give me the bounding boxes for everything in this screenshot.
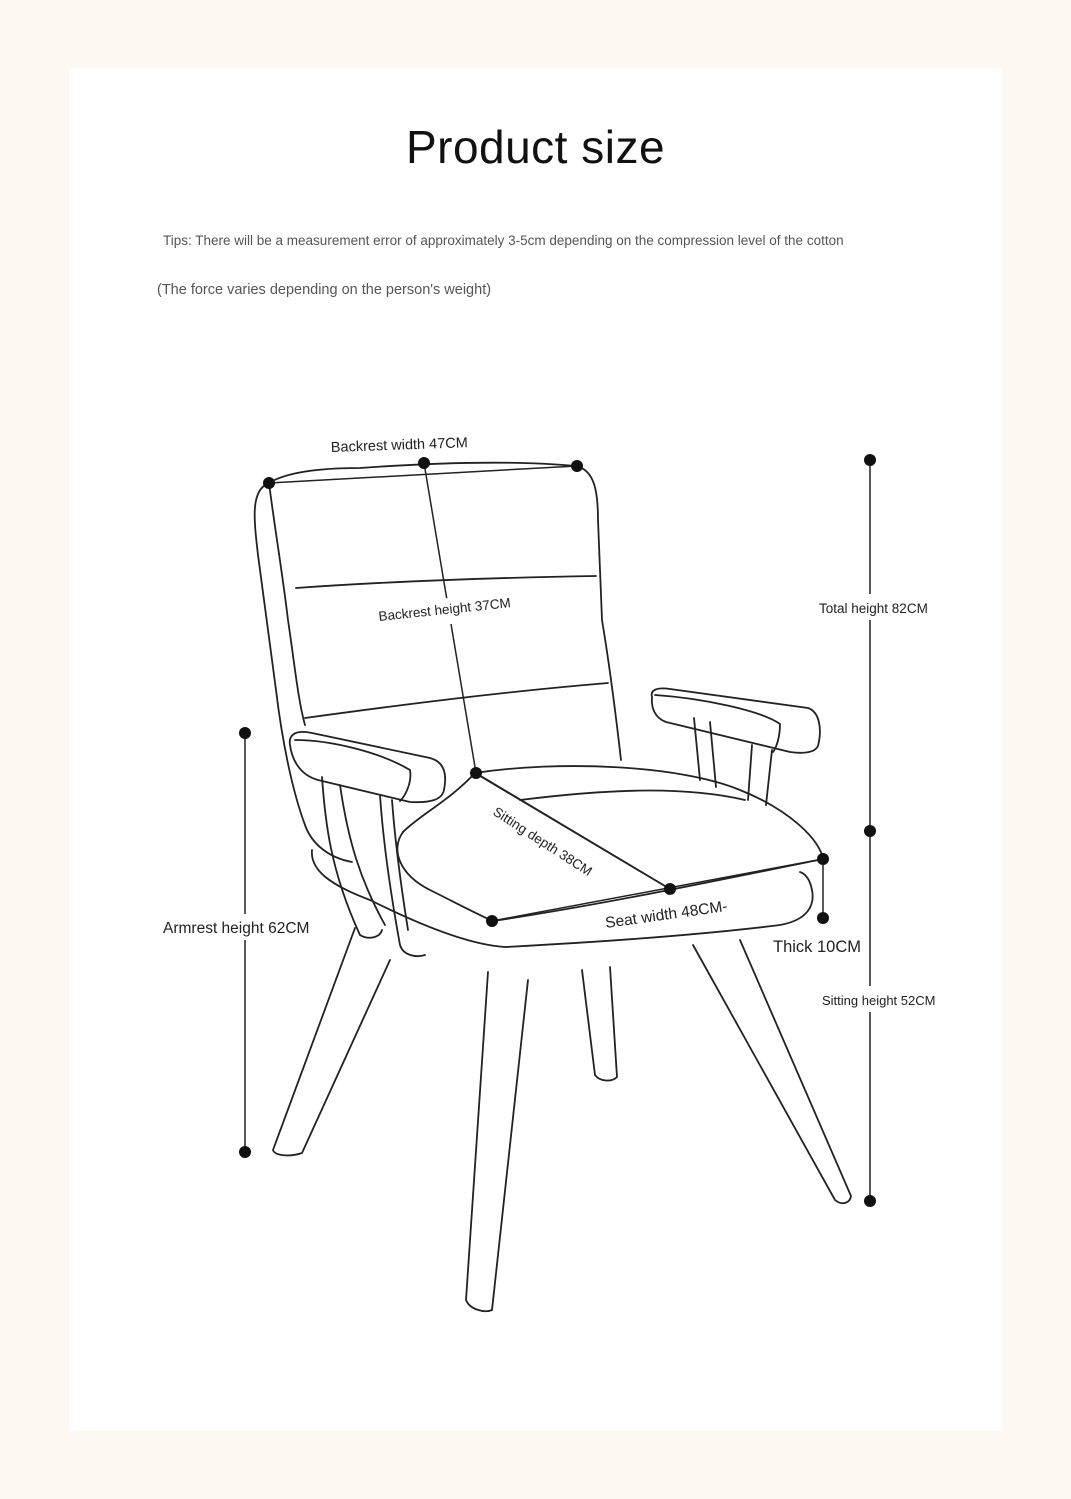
measure-dot [864,454,876,466]
label-sitting-height: Sitting height 52CM [822,993,936,1008]
measure-dot [263,477,275,489]
measure-dot [486,915,498,927]
measure-dot [864,1195,876,1207]
measure-dot [864,825,876,837]
label-seat-width: Seat width 48CM- [604,897,729,932]
measure-dot [239,727,251,739]
measure-dot [571,460,583,472]
measure-dot [470,767,482,779]
label-total-height: Total height 82CM [819,601,928,616]
label-sitting-depth: Sitting depth 38CM [490,803,595,880]
chair-outline [255,463,851,1311]
dimension-lines [245,460,870,1201]
label-backrest-height: Backrest height 37CM [377,595,512,624]
label-backrest-width: Backrest width 47CM [330,435,469,456]
measure-dot [817,912,829,924]
label-thick: Thick 10CM [773,938,862,956]
measure-dot [664,883,676,895]
label-armrest-height: Armrest height 62CM [163,920,310,937]
page-title: Product size [405,121,666,173]
measure-dot [418,457,430,469]
measurement-points [239,454,876,1207]
measure-dot [239,1146,251,1158]
tip-force-note: (The force varies depending on the person's weight) [157,282,492,298]
tip-measurement-error: Tips: There will be a measurement error of approximately 3-5cm depending on the compression level of the cotton [163,233,844,248]
measure-dot [817,853,829,865]
